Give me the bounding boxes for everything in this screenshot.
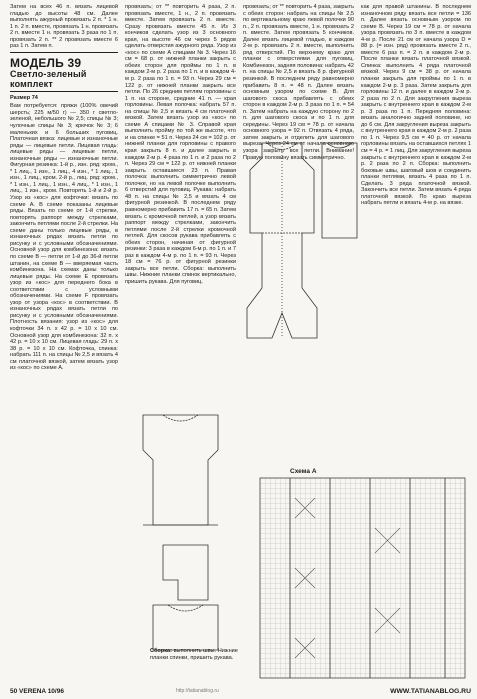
header-rule [10, 91, 118, 92]
chart-title: Схема А [290, 468, 317, 475]
model-label: МОДЕЛЬ 39 [10, 55, 82, 70]
watermark-text: http://tatianablog.ru [176, 688, 219, 694]
model-name: Светло-зеленый комплект [10, 68, 87, 89]
instructions-paragraph: как для правой штанины. В последнем изнаночном ряду вязать все петли = 136 п. Далее вязать основным узором по схеме В. Через 19 см = 78 р. от начала узора провязать по 3 п. вместе в каждом 4-м р. После 21 см от начала узора D = 88 р. (= изн. ряд) провязать вместе 2 п., вместе 6 раз п. = 2 п. в каждом 2-м р. После планки вязать платочной вязкой. Спинка: выполнить 4 ряда платочной вязкой. Через 9 см = 38 р. от начала планки закрыть для проймы по 1 п. в каждом 2-м р. 3 раза. Затем закрыть для горловины 12 п. и далее в каждом 2-м р. 2 раза по 2 п. Для закругления выреза закрыть с внутреннего края в каждом 2-м р. 3 раза по 1 п. Передняя половина: вязать аналогично задней половине, но до 6 см. Для закругления выреза закрыть с внутреннего края в каждом 2-м р. 2 раза по 1 п. Через 9,5 см = 40 р. от начала горловины вязать на оставшихся петлях 1 см = 4 р. = 1 лиц. Для закругления выреза закрыть с внутреннего края в каждом 2-м р. 2 раза по 2 п. Сборка: выполнить боковые швы, шаговый шов и соединить планки петлями, вязать 4 раза по 1 п. Сделать 3 ряда платочной вязкой. Закончить все петли. Затем вязать 4 ряда платочной вязкой. По краю выреза набрать петли и вязать 4-м р. на вязке. [361, 4, 471, 207]
model-title [10, 57, 118, 89]
knitting-chart-a [260, 478, 465, 678]
page-footer: 50 VERENA 10/96 [10, 688, 64, 695]
assembly-label: Сборка: [150, 648, 173, 654]
header-rule [10, 52, 118, 53]
romper-pattern-diagram [242, 138, 367, 343]
assembly-note: Сборка: выполнить швы. Нижние планки спинки, пришить рукава. [150, 648, 238, 661]
instructions-paragraph: провязать; от ** повторить 4 раза, 2 п. провязать вместе, 1 н., 2 п. провязать вместе. Затем провязать 2 п. вместе. Сразу провязать вместе 45 п. Из 3 кончиков сделать узор из 3 основного края, на высоте 46 см через 5 рядов сделать отверстия ажурного ряда. Узор из «кос» по схеме А спицами № 3. Через 16 см = 68 р. от нижней планки закрыть с обеих сторон для проймы по 1 п. в каждом 2-м р. 2 раза по 1 п. и в каждом 4-м р. 2 раза по 1 п. = 93 п. Через 29 см = 122 р. от нижней планки закрыть все петли. По 26 средним петлям горловины с 1 п. на стороне, средние 41 п. — края горловины. Левая полочка: набрать 57 п. на спицы № 2,5 и вязать 4 см платочной вязкой. Затем вязать узор из «кос» по схеме А спицами № 3. Справой края выполнить пройму по той же высоте, что и на спинке = 51 п. Через 24 см = 102 р. от нижней планки для горловины с правого края закрыть 8 п. и далее закрыть в каждом 2-м р. 4 раза по 1 п. и 2 раза по 2 п. Через 29 см = 122 р. от нижней планки закрыть оставшиеся 23 п. Правая полочка: выполнить симметрично левой полочке, но на левой полочке выполнить 6 отверстий для пуговиц. Рукава: набрать 48 п. на спицы № 2,5 и вязать 4 см фигурной резинкой. В последнем ряду равномерно прибавить 17 п. = 65 п. Затем вязать с кромочной петлей, а узор вязать раппорт между стрелками, закончить петлями после 2-й стрелки кромочной петлей. Для скосов рукава прибавлять с обеих сторон, начиная от фигурной резинки: 3 раза в каждом 6-м р. по 1 п. и 7 раз в каждом 4-м р. по 1 п. = 93 п. Через 18 см = 76 р. от фигурной резинки закрыть все петли. Сборка: выполнить швы. Нижние планки спинок вертикально, пришить рукава. Для пуговиц. [125, 4, 236, 285]
size-label: Размер 74 [10, 94, 38, 101]
intro-paragraph: Затем на всех 46 п. вязать лицевой гладью до высоты 48 см. Далее выполнять ажурный провязать 2 п. * 1 н. 1 п. 2 п. вместе, провязать 1 н. провязать 2 п. вместе 1 н. провязать 3 раза по 1 п. провязать 2 п. ** 2 провязать вместе 6 раз 1 п. Затем п. [10, 4, 118, 50]
jacket-pattern-diagram [123, 405, 238, 655]
site-label: WWW.TATIANABLOG.RU [390, 688, 471, 695]
text-column-4 [361, 4, 471, 436]
text-column-1 [10, 4, 118, 372]
instructions-paragraph: провязать; от ** повторить 4 раза, закрыть с обеих сторон: набрать на спицы № 2,5 по вертикальному краю левой полочки 90 п., 2 п. провязать вместе, 1 н. провязать 2 п. вместе. Затем провязать 5 кончиков. Далее вязать лицевой гладью, в каждом 2-м р. провязать 2 п. вместе, выполнить ряд отверстий. По верхнему краю для планки с отверстиями для пуговиц. Комбинезон, задняя половина: набрать 42 п. на спицы № 2,5 и вязать 8 р. фигурной резинкой. В последнем ряду равномерно прибавить 8 п. = 48 п. Далее вязать основным узором по схеме В. Для шагового скоса прибавлять с обеих сторон в каждом 2-м р. 3 раза по 1 п. = 54 п. Затем набрать на каждую сторону по 2 п. для шагового скоса и по 1 п. для середины. Через 19 см = 78 р. от начала основного узора = 92 п. Отвязать 4 ряда, затем закрыть и отделить для шагового выреза. Через 24 см от начала основного узора закрыть все петли. Внимание! Правую половину вязать симметрично. [243, 4, 354, 161]
instructions-paragraph: Вам потребуется: пряжи (100% овечий шерсть; 225 м/50 г) — 350 г светло-зеленой, небольшого № 2,5; спицы № 3; чулочные спицы № 3; крючок № 3; 6 маленьких и 6 больших пуговиц. Платочная вязка: лицевые и изнаночные ряды — лицевые петли. Лицевая гладь: лицевые ряды — лицевые петли, изнаночные ряды — изнаночные петли. Фигурная резинка: 1-й р., изн. ряд: кром., * 1 лиц., 1 изн., 1 лиц., 4 изн., * 1 лиц., 1 изн., 1 лиц., кром. 2-й р., лиц. ряд: кром., * 1 изн., 1 лиц., 1 изн., 4 лиц., * 1 изн., 1 лиц., 1 изн., кром. Повторять 1-й и 2-й р. Узор из «кос» для кофточки: вязать по схеме А. В схеме показаны лицевые ряды. Вязать по схеме от 1-й стрелки, повторять раппорт между стрелками, закончить петлями после 2-й стрелки. На схеме даны только лицевые ряды, в изнаночных рядах вязать петли по рисунку и с условными обозначениями. Основной узор для комбинезона: вязать по схеме В — петли от 1-й до 36-й петли штанин, на схеме В — вверяемая часть комбинезона. На схемах даны только лицевые ряды. На схеме Е провязать узор из «кос» для переднего бока в соответствии с условными обозначениями. На схеме F провязать узор от узора «кос» в соответствии. В изнаночных рядах вязать петли по рисунку и с условными обозначениями. Плотность вязания: узор из «кос» для кофточки 34 п. x 42 р. = 10 x 10 см. Основной узор для комбинезона: 32 п. x 42 р. = 10 x 10 см. Лицевая гладь: 29 п. x 38 р. = 10 x 10 см. Кофточка, спинка: набрать 111 п. на спицы № 2,5 и вязать 4 см платочной вязкой, затем вязать узор из «кос» по схеме А. [10, 103, 118, 372]
text-column-3-top [243, 4, 354, 161]
text-column-2 [125, 4, 236, 399]
